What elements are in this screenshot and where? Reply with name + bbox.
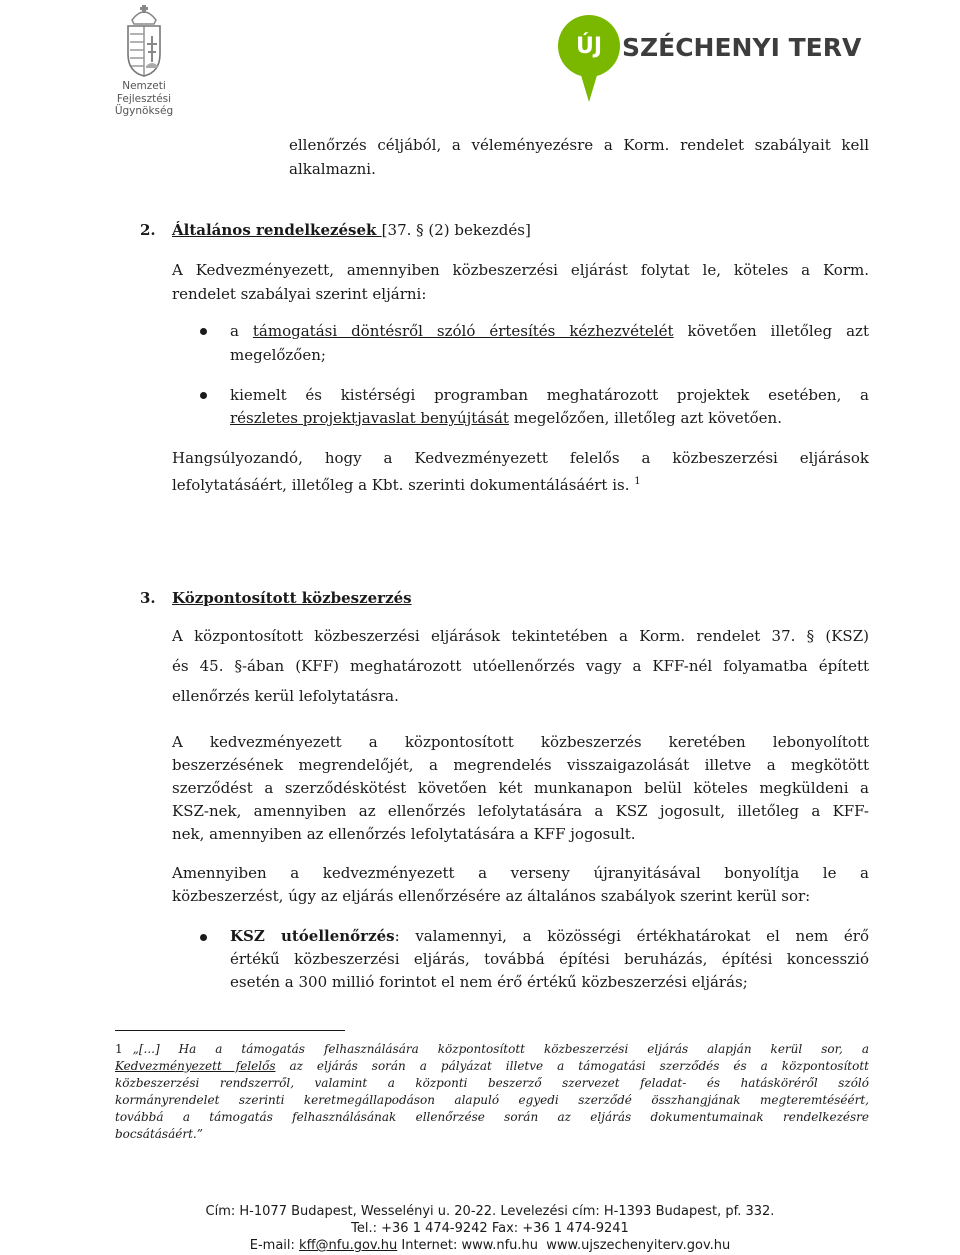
bullet-1-prefix: a [230, 322, 253, 340]
hungarian-coat-of-arms-icon [122, 2, 166, 78]
footnote-line-5: továbbá a támogatás felhasználásának ellenőrzése során az eljárás dokumentumainak rendelkezésre [115, 1110, 869, 1124]
section-2-paragraph-line-1: A Kedvezményezett, amennyiben közbeszerzési eljárást folytat le, köteles a Korm. [172, 261, 869, 279]
footnote-line-2-text: az eljárás során a pályázat illetve a támogatási szerződés és a központosított [275, 1059, 869, 1073]
footnote-separator [115, 1030, 345, 1031]
footnote-reference[interactable]: 1 [634, 476, 641, 487]
section-3-heading [140, 587, 156, 610]
bullet-3-line-2: értékű közbeszerzési eljárás, továbbá építési beruházás, építési koncesszió [230, 950, 869, 968]
footnote [115, 1041, 869, 1143]
footnote-line-1 [115, 1041, 869, 1058]
footnote-underlined: Kedvezményezett felelős [115, 1059, 276, 1073]
footnote-mark: 1 [115, 1042, 123, 1056]
bullet-3-marker [200, 934, 207, 941]
section-3-number: 3. [140, 589, 156, 607]
bullet-1-marker [200, 328, 207, 335]
section-3-p1-line-1: A központosított közbeszerzési eljárások tekintetében a Korm. rendelet 37. § (KSZ) [172, 627, 869, 645]
bullet-2-marker [200, 392, 207, 399]
section-2-title: Általános rendelkezések [172, 221, 382, 239]
section-3-p3-line-1: Amennyiben a kedvezményezett a verseny újranyitásával bonyolítja le a [172, 864, 869, 882]
nfu-logo-line1: Nemzeti [122, 80, 166, 92]
page-header [0, 0, 960, 117]
emphasis-line-2 [172, 470, 869, 497]
bullet-2-underlined: részletes projektjavaslat benyújtását [230, 409, 509, 427]
section-3-p2-line-5: nek, amennyiben az ellenőrzés lefolytatására a KFF jogosult. [172, 825, 636, 843]
section-2-paragraph-line-2: rendelet szabályai szerint eljárni: [172, 285, 427, 303]
bullet-2-line-2 [230, 407, 869, 430]
nfu-logo [90, 2, 200, 117]
section-3-p2-line-4: KSZ-nek, amennyiben az ellenőrzés lefolytatására a KSZ jogosult, illetőleg a KFF- [172, 802, 869, 820]
bullet-1-suffix: követően illetőleg azt [673, 322, 869, 340]
bullet-3-bold: KSZ utóellenőrzés [230, 927, 395, 945]
bullet-1-underlined: támogatási döntésről szóló értesítés kézhezvételét [252, 322, 674, 340]
bullet-3-line-3: esetén a 300 millió forintot el nem érő értékű közbeszerzési eljárás; [230, 973, 748, 991]
footnote-line-6: bocsátásáért.” [115, 1127, 203, 1141]
footer-internet: Internet: www.nfu.hu www.ujszechenyiterv.gov.hu [397, 1238, 731, 1253]
section-2-title-row [172, 219, 531, 242]
bullet-2-suffix: megelőzően, illetőleg azt követően. [508, 409, 782, 427]
intro-line-2: alkalmazni. [289, 160, 376, 178]
logo-badge-text: ÚJ [575, 34, 603, 59]
section-3-p2-line-1: A kedvezményezett a központosított közbeszerzés keretében lebonyolított [172, 733, 869, 751]
section-2-number: 2. [140, 221, 156, 239]
footnote-line-3: közbeszerzési rendszerről, valamint a központi beszerző szervezet feladat- és hatásköréről szóló [115, 1076, 869, 1090]
section-2-heading [140, 219, 156, 242]
footer-phone: Tel.: +36 1 474-9242 Fax: +36 1 474-9241 [351, 1221, 629, 1236]
section-3-p2-line-3: szerződést a szerződéskötést követően két munkanapon belül köteles megküldeni a [172, 779, 869, 797]
section-3-title: Központosított közbeszerzés [172, 589, 412, 607]
emphasis-line-2-text: lefolytatásáért, illetőleg a Kbt. szerinti dokumentálásáért is. [172, 476, 630, 494]
section-3-p3-line-2: közbeszerzést, úgy az eljárás ellenőrzésére az általános szabályok szerint kerül sor: [172, 887, 811, 905]
footnote-line-1-text: „[...] Ha a támogatás felhasználására központosított közbeszerzési eljárás alapján kerül sor, a [132, 1042, 869, 1056]
footer-email-link[interactable]: kff@nfu.gov.hu [299, 1238, 398, 1253]
bullet-3-line-1 [230, 925, 869, 948]
emphasis-line-1: Hangsúlyozandó, hogy a Kedvezményezett felelős a közbeszerzési eljárások [172, 449, 869, 467]
section-2-reference: [37. § (2) bekezdés] [381, 221, 531, 239]
bullet-1-line-2: megelőzően; [230, 346, 326, 364]
section-3-p2-line-2: beszerzésének megrendelőjét, a megrendelés visszaigazolását illetve a megkötött [172, 756, 869, 774]
uj-szechenyi-terv-logo [556, 6, 876, 106]
section-3-p1-line-3: ellenőrzés kerül lefolytatásra. [172, 687, 399, 705]
footer-contacts [100, 1237, 880, 1254]
bullet-1-line-1 [230, 320, 869, 343]
intro-line-1: ellenőrzés céljából, a véleményezésre a Korm. rendelet szabályait kell [289, 136, 869, 154]
footer-address: Cím: H-1077 Budapest, Wesselényi u. 20-22. Levelezési cím: H-1393 Budapest, pf. 332. [205, 1204, 775, 1219]
footer-email-label: E-mail: [249, 1238, 300, 1253]
bullet-3-suffix: : valamennyi, a közösségi értékhatárokat el nem érő [394, 927, 870, 945]
footnote-line-4: kormányrendelet szerinti keretmegállapodáson alapuló egyedi szerződé összhangjának megteremtéséért, [115, 1093, 869, 1107]
section-3-p1-line-2: és 45. §-ában (KFF) meghatározott utóellenőrzés vagy a KFF-nél folyamatba épített [172, 657, 869, 675]
nfu-logo-line2: Fejlesztési Ügynökség [114, 93, 174, 117]
footnote-line-2 [115, 1058, 869, 1075]
logo-name-text: SZÉCHENYI TERV [622, 33, 862, 62]
bullet-2-line-1: kiemelt és kistérségi programban meghatározott projektek esetében, a [230, 386, 869, 404]
